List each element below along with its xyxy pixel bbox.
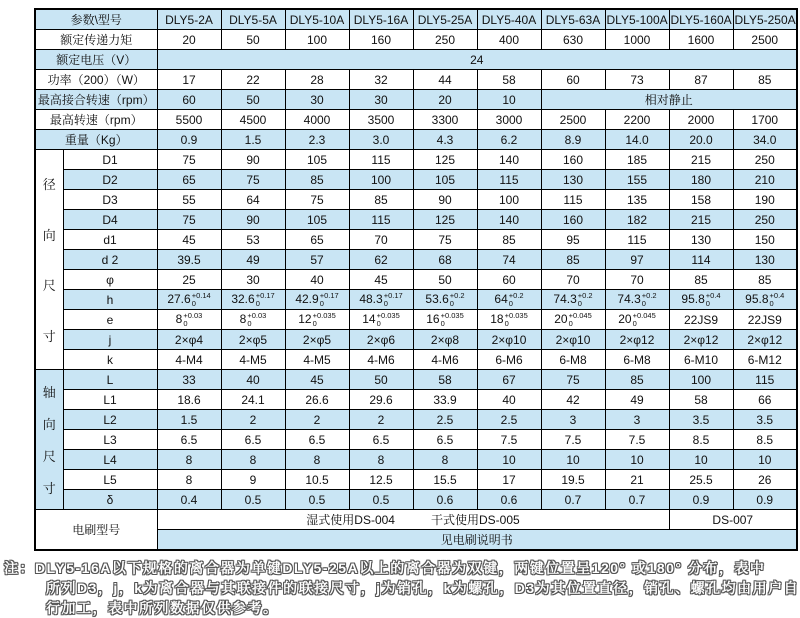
value-cell: 70 [541,270,605,290]
spec-table [34,8,798,551]
value-cell: 2×φ5 [285,330,349,350]
value-cell: 10 [733,450,797,470]
value-cell: 2 [349,410,413,430]
value-cell: 8 [349,450,413,470]
value-cell: 95.8 +0.4 0 [733,290,797,310]
value-cell: 64 [221,190,285,210]
value-cell: 130 [733,250,797,270]
value-cell: 97 [605,250,669,270]
value-cell: 20 [157,30,221,50]
value-cell: 8 [285,450,349,470]
footnote [4,558,800,618]
value-cell: 1600 [669,30,733,50]
value-cell: 2×φ4 [157,330,221,350]
value-cell: 29.6 [349,390,413,410]
value-cell: 90 [221,150,285,170]
value-cell: 210 [733,170,797,190]
table-corner-label: 参数\型号 [35,9,157,30]
value-cell: 85 [285,170,349,190]
value-cell: 73 [605,70,669,90]
value-cell: 8.5 [733,430,797,450]
param-label: L2 [63,410,157,430]
value-cell: 0.9 [669,490,733,510]
value-cell: 4000 [285,110,349,130]
value-cell: 50 [221,30,285,50]
tolerance: +0.2 0 [577,291,593,308]
param-label: 最高转速（rpm） [35,110,157,130]
tolerance: +0.045 0 [568,311,592,328]
tolerance: +0.035 0 [440,311,464,328]
value-cell: 6.5 [413,430,477,450]
value-cell: 见电刷说明书 [157,530,797,551]
tolerance: +0.03 0 [183,311,203,328]
value-cell: 150 [733,230,797,250]
value-cell: 10 [477,90,541,110]
value-cell: 28 [285,70,349,90]
value-cell: 115 [733,370,797,390]
tolerance: +0.035 0 [312,311,336,328]
value-cell: 140 [477,210,541,230]
value-cell: 6.5 [349,430,413,450]
value-cell: 8 [413,450,477,470]
value-cell: 6.2 [477,130,541,150]
value-cell: 85 [733,70,797,90]
value-cell: 400 [477,30,541,50]
value-cell: 4-M5 [221,350,285,370]
value-cell: 115 [541,190,605,210]
value-cell: 8 [157,470,221,490]
value-cell: 60 [541,70,605,90]
param-label: φ [63,270,157,290]
value-cell: 0.4 [157,490,221,510]
value-cell: 125 [413,210,477,230]
value-cell: 57 [285,250,349,270]
value-cell: 45 [349,270,413,290]
value-cell: 114 [669,250,733,270]
value-cell: 250 [733,210,797,230]
value-cell: 湿式使用DS-004 干式使用DS-005 [157,510,669,530]
value-cell: 135 [605,190,669,210]
value-cell: 15.5 [413,470,477,490]
value-cell: 34.0 [733,130,797,150]
value-cell: 70 [605,270,669,290]
value-cell: 40 [285,270,349,290]
value-cell: 87 [669,70,733,90]
value-cell: 45 [157,230,221,250]
value-cell: 24.1 [221,390,285,410]
tolerance: +0.4 0 [769,291,785,308]
value-cell: 3.5 [733,410,797,430]
value-cell: 85 [733,270,797,290]
value-cell: 182 [605,210,669,230]
value-cell: 85 [605,370,669,390]
value-cell: 14.0 [605,130,669,150]
value-cell: 0.6 [477,490,541,510]
value-cell: 48.3 +0.17 0 [349,290,413,310]
value-cell: 85 [541,250,605,270]
value-cell: 42.9 +0.17 0 [285,290,349,310]
value-cell: 24 [157,50,797,70]
value-cell: 19.5 [541,470,605,490]
value-cell: 3000 [477,110,541,130]
model-header: DLY5-25A [413,9,477,30]
value-cell: 4500 [221,110,285,130]
value-cell: 68 [413,250,477,270]
group-label-radial: 径 向 尺 寸 [35,150,63,370]
param-label: j [63,330,157,350]
value-cell: 14 +0.035 0 [349,310,413,330]
brush-type-label: 电刷型号 [35,510,157,551]
value-cell: 70 [349,230,413,250]
value-cell: 42 [541,390,605,410]
value-cell: 74.3 +0.2 0 [605,290,669,310]
param-label: L5 [63,470,157,490]
value-cell: 67 [477,370,541,390]
value-cell: 5500 [157,110,221,130]
value-cell: 8.9 [541,130,605,150]
value-cell: 7.5 [605,430,669,450]
model-header: DLY5-160A [669,9,733,30]
value-cell: 45 [285,370,349,390]
param-label: D1 [63,150,157,170]
value-cell: 50 [413,270,477,290]
value-cell: 39.5 [157,250,221,270]
value-cell: 7.5 [541,430,605,450]
value-cell: 66 [733,390,797,410]
value-cell: 630 [541,30,605,50]
value-cell: 50 [221,90,285,110]
value-cell: 0.5 [285,490,349,510]
value-cell: 9 [221,470,285,490]
group-label-axial: 轴 向 尺 寸 [35,370,63,510]
model-header: DLY5-100A [605,9,669,30]
value-cell: 22JS9 [733,310,797,330]
value-cell: 18.6 [157,390,221,410]
value-cell: 215 [669,210,733,230]
value-cell: 53.6 +0.2 0 [413,290,477,310]
value-cell: 8 [157,450,221,470]
param-label: L3 [63,430,157,450]
value-cell: 0.9 [733,490,797,510]
value-cell: 2.5 [413,410,477,430]
value-cell: 4.3 [413,130,477,150]
value-cell: 85 [669,270,733,290]
value-cell: 160 [349,30,413,50]
value-cell: 215 [669,150,733,170]
tolerance: +0.4 0 [705,291,721,308]
tolerance: +0.045 0 [632,311,656,328]
value-cell: 4-M5 [285,350,349,370]
value-cell: 相对静止 [541,90,797,110]
value-cell: 2×φ6 [349,330,413,350]
tolerance: +0.17 0 [255,291,275,308]
footnote-line: 注：DLY5-16A以下规格的离合器为单键DLY5-25A以上的离合器为双键，两键位置呈120° 或180° 分布，表中 [4,560,766,576]
value-cell: 0.6 [413,490,477,510]
value-cell: 40 [221,370,285,390]
value-cell: 2×φ12 [733,330,797,350]
value-cell: 1700 [733,110,797,130]
value-cell: 17 [477,470,541,490]
value-cell: 8 +0.03 0 [221,310,285,330]
value-cell: 33 [157,370,221,390]
value-cell: 26.6 [285,390,349,410]
model-header: DLY5-40A [477,9,541,30]
value-cell: 60 [477,270,541,290]
value-cell: 75 [541,370,605,390]
value-cell: 115 [349,150,413,170]
value-cell: 3300 [413,110,477,130]
value-cell: 100 [349,170,413,190]
value-cell: 3 [541,410,605,430]
value-cell: 90 [413,190,477,210]
tolerance: +0.2 0 [449,291,465,308]
value-cell: 6.5 [157,430,221,450]
value-cell: 27.6 +0.14 0 [157,290,221,310]
value-cell: 22 [221,70,285,90]
value-cell: 2500 [733,30,797,50]
value-cell: DS-007 [669,510,797,530]
value-cell: 100 [285,30,349,50]
value-cell: 85 [477,230,541,250]
value-cell: 58 [477,70,541,90]
model-header: DLY5-250A [733,9,797,30]
param-label: 额定电压（V） [35,50,157,70]
value-cell: 6.5 [221,430,285,450]
param-label: e [63,310,157,330]
tolerance: +0.035 0 [376,311,400,328]
footnote-line: 所列D3，j，k为离合器与其联接件的联接尺寸，j为销孔，k为螺孔，D3为其位置直径，销孔、螺孔均由用户自 [46,580,800,596]
value-cell: 95 [541,230,605,250]
value-cell: 2×φ5 [221,330,285,350]
param-label: 功率（200）（W） [35,70,157,90]
value-cell: 65 [157,170,221,190]
value-cell: 10 [541,450,605,470]
param-label: L1 [63,390,157,410]
value-cell: 105 [285,150,349,170]
value-cell: 105 [285,210,349,230]
value-cell: 8 [221,450,285,470]
param-label: 最高接合转速（rpm） [35,90,157,110]
value-cell: 18 +0.035 0 [477,310,541,330]
value-cell: 4-M6 [413,350,477,370]
value-cell: 6-M8 [605,350,669,370]
value-cell: 7.5 [477,430,541,450]
value-cell: 1.5 [221,130,285,150]
value-cell: 32.6 +0.17 0 [221,290,285,310]
value-cell: 0.5 [349,490,413,510]
value-cell: 33.9 [413,390,477,410]
param-label: 额定传递力矩 [35,30,157,50]
value-cell: 100 [477,190,541,210]
value-cell: 58 [413,370,477,390]
value-cell: 2 [285,410,349,430]
value-cell: 2 [221,410,285,430]
value-cell: 6.5 [285,430,349,450]
tolerance: +0.2 0 [641,291,657,308]
param-label: 重量（Kg） [35,130,157,150]
param-label: d 2 [63,250,157,270]
value-cell: 30 [221,270,285,290]
value-cell: 105 [413,170,477,190]
value-cell: 2×φ12 [605,330,669,350]
value-cell: 158 [669,190,733,210]
value-cell: 75 [157,150,221,170]
value-cell: 58 [669,390,733,410]
value-cell: 2×φ12 [669,330,733,350]
value-cell: 0.7 [605,490,669,510]
value-cell: 2000 [669,110,733,130]
footnote-line: 行加工，表中所列数据仅供参考。 [46,600,279,616]
value-cell: 20 +0.045 0 [541,310,605,330]
value-cell: 0.5 [221,490,285,510]
value-cell: 250 [413,30,477,50]
param-label: k [63,350,157,370]
value-cell: 75 [157,210,221,230]
value-cell: 6-M8 [541,350,605,370]
param-label: L4 [63,450,157,470]
value-cell: 3 [605,410,669,430]
param-label: D3 [63,190,157,210]
value-cell: 74.3 +0.2 0 [541,290,605,310]
value-cell: 4-M4 [157,350,221,370]
value-cell: 16 +0.035 0 [413,310,477,330]
value-cell: 8 +0.03 0 [157,310,221,330]
value-cell: 6-M10 [669,350,733,370]
value-cell: 22JS9 [669,310,733,330]
value-cell: 1.5 [157,410,221,430]
value-cell: 30 [285,90,349,110]
value-cell: 17 [157,70,221,90]
value-cell: 185 [605,150,669,170]
value-cell: 6-M12 [733,350,797,370]
value-cell: 30 [349,90,413,110]
value-cell: 160 [541,150,605,170]
value-cell: 2.3 [285,130,349,150]
model-header: DLY5-2A [157,9,221,30]
value-cell: 40 [477,390,541,410]
value-cell: 25 [157,270,221,290]
model-header: DLY5-5A [221,9,285,30]
value-cell: 12 +0.035 0 [285,310,349,330]
value-cell: 20 [413,90,477,110]
value-cell: 25.5 [669,470,733,490]
param-label: d1 [63,230,157,250]
value-cell: 1000 [605,30,669,50]
model-header: DLY5-16A [349,9,413,30]
value-cell: 90 [221,210,285,230]
value-cell: 125 [413,150,477,170]
value-cell: 20 +0.045 0 [605,310,669,330]
param-label: D4 [63,210,157,230]
value-cell: 3.5 [669,410,733,430]
param-label: h [63,290,157,310]
tolerance: +0.035 0 [504,311,528,328]
value-cell: 3500 [349,110,413,130]
param-label: D2 [63,170,157,190]
value-cell: 4-M6 [349,350,413,370]
value-cell: 3.0 [349,130,413,150]
value-cell: 75 [413,230,477,250]
value-cell: 21 [605,470,669,490]
value-cell: 2×φ8 [413,330,477,350]
value-cell: 115 [349,210,413,230]
value-cell: 10.5 [285,470,349,490]
value-cell: 10 [477,450,541,470]
value-cell: 75 [285,190,349,210]
value-cell: 44 [413,70,477,90]
value-cell: 180 [669,170,733,190]
value-cell: 53 [221,230,285,250]
param-label: δ [63,490,157,510]
value-cell: 60 [157,90,221,110]
value-cell: 10 [605,450,669,470]
value-cell: 62 [349,250,413,270]
value-cell: 50 [349,370,413,390]
param-label: L [63,370,157,390]
value-cell: 10 [669,450,733,470]
tolerance: +0.2 0 [508,291,524,308]
value-cell: 155 [605,170,669,190]
value-cell: 2.5 [477,410,541,430]
value-cell: 85 [349,190,413,210]
value-cell: 100 [669,370,733,390]
value-cell: 0.7 [541,490,605,510]
value-cell: 26 [733,470,797,490]
value-cell: 2500 [541,110,605,130]
value-cell: 8.5 [669,430,733,450]
tolerance: +0.03 0 [247,311,267,328]
value-cell: 250 [733,150,797,170]
value-cell: 130 [541,170,605,190]
value-cell: 55 [157,190,221,210]
value-cell: 74 [477,250,541,270]
tolerance: +0.17 0 [383,291,403,308]
tolerance: +0.17 0 [319,291,339,308]
value-cell: 75 [221,170,285,190]
value-cell: 130 [669,230,733,250]
value-cell: 190 [733,190,797,210]
value-cell: 32 [349,70,413,90]
value-cell: 2200 [605,110,669,130]
value-cell: 49 [221,250,285,270]
value-cell: 12.5 [349,470,413,490]
value-cell: 95.8 +0.4 0 [669,290,733,310]
value-cell: 49 [605,390,669,410]
value-cell: 20.0 [669,130,733,150]
model-header: DLY5-63A [541,9,605,30]
model-header: DLY5-10A [285,9,349,30]
value-cell: 0.9 [157,130,221,150]
value-cell: 115 [477,170,541,190]
value-cell: 115 [605,230,669,250]
value-cell: 6-M6 [477,350,541,370]
value-cell: 65 [285,230,349,250]
value-cell: 2×φ10 [541,330,605,350]
value-cell: 160 [541,210,605,230]
tolerance: +0.14 0 [191,291,211,308]
value-cell: 2×φ10 [477,330,541,350]
value-cell: 140 [477,150,541,170]
value-cell: 64 +0.2 0 [477,290,541,310]
